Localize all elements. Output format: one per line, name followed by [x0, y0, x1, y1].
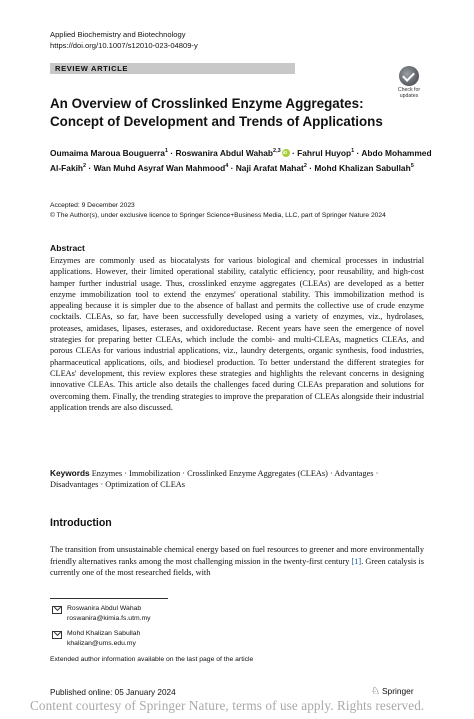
- check-updates-icon: [399, 66, 419, 86]
- author-separator: ·: [289, 147, 298, 158]
- publisher-logo: [371, 686, 414, 697]
- article-type-label: REVIEW ARTICLE: [55, 64, 129, 73]
- correspondence-email[interactable]: roswanira@kimia.fs.utm.my: [67, 614, 151, 622]
- intro-text-part: . Green catalysis is currently one of the most researched fields, with: [50, 556, 424, 578]
- author-affiliation-mark: 1: [164, 148, 169, 154]
- author-affiliation-mark: 4: [225, 162, 229, 169]
- springer-horse-icon: ♘: [371, 686, 380, 697]
- correspondence-item: [50, 604, 151, 623]
- author-name[interactable]: Abdo Mohammed Al-Fakih: [50, 147, 432, 173]
- author-separator: ·: [86, 162, 94, 173]
- author-separator: ·: [168, 147, 176, 158]
- check-updates-label: Check for updates: [397, 87, 421, 99]
- orcid-icon[interactable]: [282, 149, 290, 157]
- author-name[interactable]: Mohd Khalizan Sabullah: [314, 162, 411, 173]
- author-name[interactable]: Wan Muhd Asyraf Wan Mahmood: [93, 162, 226, 173]
- author-list: [50, 145, 435, 174]
- author-separator: ·: [228, 162, 236, 173]
- correspondence-email[interactable]: khalizan@ums.edu.my: [67, 639, 136, 647]
- introduction-text: [50, 544, 424, 579]
- doi-link[interactable]: https://doi.org/10.1007/s12010-023-04809-y: [50, 41, 198, 50]
- watermark-text: Content courtesy of Springer Nature, terms of use apply. Rights reserved.: [30, 698, 425, 713]
- correspondence-item: [50, 629, 140, 648]
- correspondence-name: Mohd Khalizan Sabullah: [67, 630, 141, 637]
- correspondence-name: Roswanira Abdul Wahab: [67, 605, 142, 612]
- extended-author-info: Extended author information available on the last page of the article: [50, 656, 254, 663]
- article-title: An Overview of Crosslinked Enzyme Aggregates: Concept of Development and Trends of Applications: [50, 96, 383, 129]
- published-date: Published online: 05 January 2024: [50, 688, 176, 697]
- intro-text-part: The transition from unsustainable chemical energy based on fuel resources to greener and more environmentally friendly alternatives ranks among the most challenging mission in the twenty-first century: [50, 545, 424, 566]
- author-affiliation-mark: 2,3: [273, 148, 281, 154]
- author-separator: ·: [354, 147, 362, 158]
- accepted-date: Accepted: 9 December 2023: [50, 202, 135, 209]
- citation-link[interactable]: [1]: [351, 556, 362, 566]
- abstract-text: Enzymes are commonly used as biocatalysts for various biological and chemical processes in industrial applications. However, their limited operational stability, catalytic efficiency, poor reusability, and high-cost hamper further industrial usage. Thus, crosslinked enzyme aggregates (CLEAs) are developed as a better enzyme immobilization tool to extend the enzymes' operational stability. This immobilization method is appealing because it is simpler due to the absence of ballast and permits the collective use of crude enzyme cocktails. CLEAs, so far, have been successfully developed using a variety of enzymes, viz., hydrolases, proteases, amidases, lipases, esterases, and oxidoreductase. Recent years have seen the emergence of novel strategies for preparing better CLEAs, which include the combi- and multi-CLEAs, magnetics CLEAs, and porous CLEAs for various industrial applications, viz., laundry detergents, organic synthesis, food industries, pharmaceutical applications, oils, and biodiesel production. To better understand the different strategies for CLEAs' development, this review explores these strategies and highlights the relevant concerns in designing innovative CLEAs. This article also details the challenges faced during CLEAs preparation and solutions for overcoming them. Finally, the trending strategies to improve the preparation of CLEAs alongside their industrial application trends are also discussed.: [50, 256, 424, 412]
- introduction-heading: Introduction: [50, 517, 112, 529]
- publisher-name: Springer: [381, 686, 414, 696]
- footnote-divider: [50, 598, 168, 599]
- author-name[interactable]: Oumaima Maroua Bouguerra: [50, 147, 165, 158]
- envelope-icon: [52, 606, 62, 614]
- article-dates: [50, 201, 386, 221]
- keywords-block: [50, 468, 424, 491]
- journal-name: Applied Biochemistry and Biotechnology: [50, 30, 186, 39]
- journal-meta: [50, 29, 198, 51]
- envelope-icon: [52, 631, 62, 639]
- author-separator: ·: [306, 162, 315, 173]
- author-affiliation-mark: 2: [83, 162, 87, 169]
- author-affiliation-mark: 2: [303, 162, 307, 169]
- abstract-heading: Abstract: [50, 243, 85, 253]
- keywords-label: Keywords: [50, 468, 90, 478]
- author-affiliation-mark: 5: [410, 162, 414, 169]
- check-for-updates-badge[interactable]: [393, 66, 425, 100]
- keywords-list: Enzymes · Immobilization · Crosslinked Enzyme Aggregates (CLEAs) · Advantages · Disadvantages · Optimization of CLEAs: [50, 469, 379, 490]
- copyright-line: © The Author(s), under exclusive licence to Springer Science+Business Media, LLC, part of Springer Nature 2024: [50, 212, 386, 219]
- author-affiliation-mark: 1: [351, 148, 355, 154]
- author-name[interactable]: Naji Arafat Mahat: [235, 162, 304, 173]
- author-name[interactable]: Roswanira Abdul Wahab: [175, 147, 274, 158]
- author-name[interactable]: Fahrul Huyop: [297, 147, 352, 158]
